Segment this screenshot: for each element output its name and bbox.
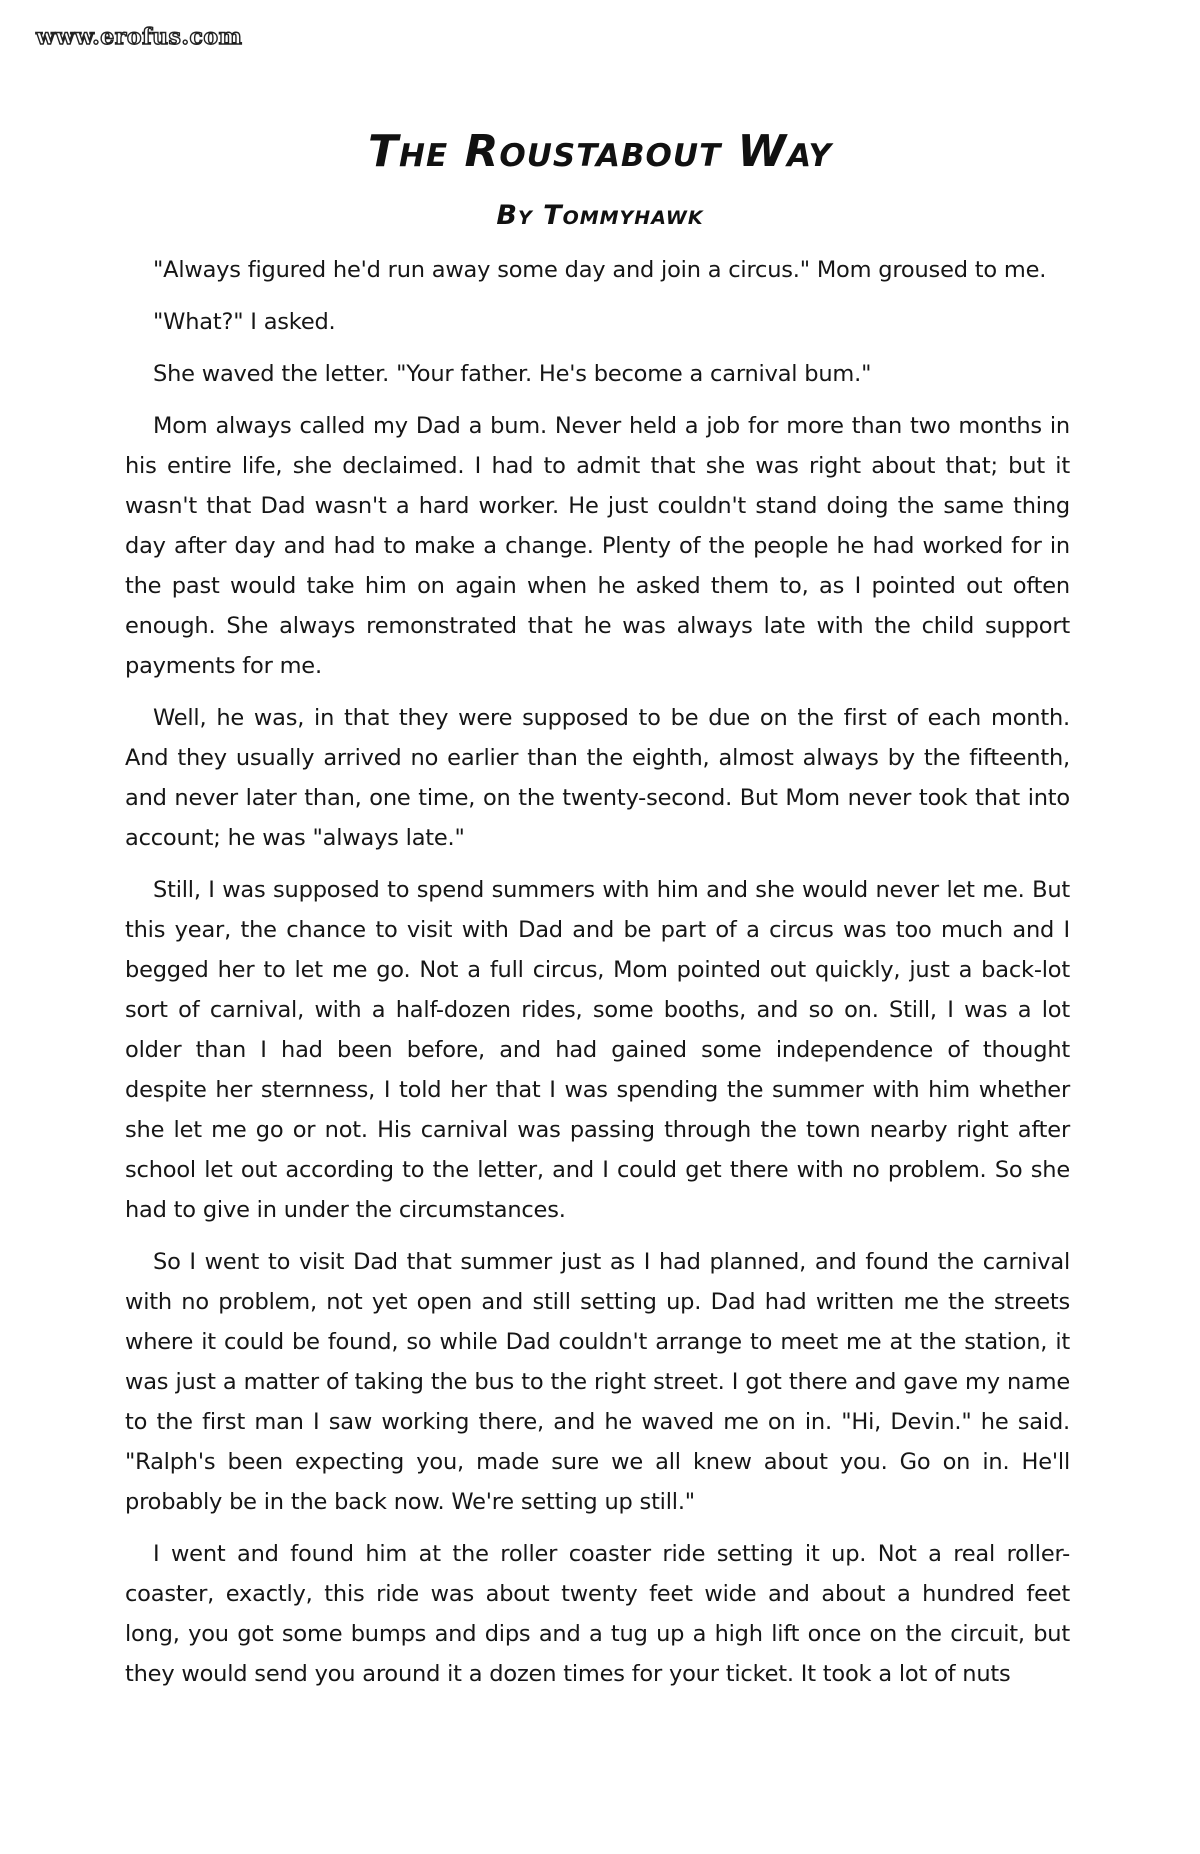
paragraph: "What?" I asked.	[153, 309, 336, 335]
paragraph: Still, I was supposed to spend summers with him and she would never let me. But this year, the chance to visit with Dad and be part of a circus was too much and I begged her to let me go. Not a full circus, Mom pointed out quickly, just a back-lot sort of carnival, with a half-dozen rides, some booths, and so on. Still, I was a lot older than I had been before, and had gained some independence of thought despite her sternness, I told her that I was spending the summer with him whether she let me go or not. His carnival was passing through the town nearby right after school let out according to the letter, and I could get there with no problem. So she had to give in under the circumstances.	[125, 877, 1070, 1223]
byline: By Tommyhawk	[496, 200, 704, 231]
story-body	[125, 250, 1070, 1706]
paragraph: So I went to visit Dad that summer just as I had planned, and found the carnival with no problem, not yet open and still setting up. Dad had written me the streets where it could be found, so while Dad couldn't arrange to meet me at the station, it was just a matter of taking the bus to the right street. I got there and gave my name to the first man I saw working there, and he waved me on in. "Hi, Devin." he said. "Ralph's been expecting you, made sure we all knew about you. Go on in. He'll probably be in the back now. We're setting up still."	[125, 1249, 1070, 1515]
paragraph: Well, he was, in that they were supposed to be due on the first of each month. And they usually arrived no earlier than the eighth, almost always by the fifteenth, and never later than, one time, on the twenty-second. But Mom never took that into account; he was "always late."	[125, 705, 1070, 851]
watermark: www.erofus.com	[36, 24, 243, 50]
paragraph: I went and found him at the roller coaster ride setting it up. Not a real roller-coaster, exactly, this ride was about twenty feet wide and about a hundred feet long, you got some bumps and dips and a tug up a high lift once on the circuit, but they would send you around it a dozen times for your ticket. It took a lot of nuts	[125, 1541, 1070, 1687]
paragraph: She waved the letter. "Your father. He's become a carnival bum."	[153, 361, 872, 387]
paragraph: "Always figured he'd run away some day and join a circus." Mom groused to me.	[153, 257, 1047, 283]
paragraph: Mom always called my Dad a bum. Never held a job for more than two months in his entire life, she declaimed. I had to admit that she was right about that; but it wasn't that Dad wasn't a hard worker. He just couldn't stand doing the same thing day after day and had to make a change. Plenty of the people he had worked for in the past would take him on again when he asked them to, as I pointed out often enough. She always remonstrated that he was always late with the child support payments for me.	[125, 413, 1070, 679]
page-title: The Roustabout Way	[368, 126, 832, 177]
